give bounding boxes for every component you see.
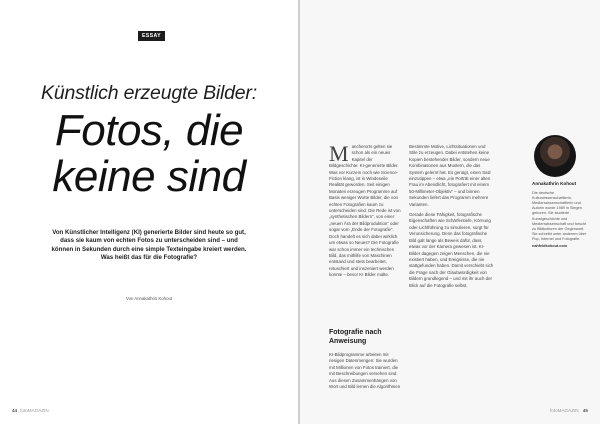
author-bio: Die deutsche Kulturwissenschaftlerin, Medienwissenschaftlerin und Autorin wurde 1989 in Siegen geboren. Sie studierte Kunstgeschichte und Medienwissenschaft und forscht zu Bildkulturen der Gegenwart. Sie schreibt unter anderem über Pop, Internet und Fotografie. xyxy=(532,190,587,242)
left-page xyxy=(0,0,298,424)
left-page-number: 44 xyxy=(12,408,18,413)
author-name: Annakathrin Kohout xyxy=(532,181,577,186)
paragraph-text: Doch handelt es sich dabei wirklich um etwas so Neues? Die Fotografie war schon immer ein technisches Bild, das mithilfe von Maschinen entstand und stets bearbeitet, retuschiert und inszeniert werden konnte – bevor KI Bilder malte. xyxy=(329,233,399,278)
left-folio-label: fotoMAGAZIN xyxy=(20,408,49,413)
article-kicker: Künstlich erzeugte Bilder: xyxy=(41,82,257,104)
author-sidebar xyxy=(532,135,587,249)
body-paragraph: Gerade diese Fähigkeit, fotografische Eigenschaften wie Schärfentiefe, Körnung oder Lichtführung zu simulieren, sorgt für Verunsicherung. Denn das fotografische Bild galt lange als Beweis dafür, dass etwas vor der Kamera gewesen ist. KI-Bilder dagegen zeigen Menschen, die nie existiert haben, und Ereignisse, die nie stattgefunden haben. Damit verschiebt sich die Frage nach der Glaubwürdigkeit von Bildern grundlegend – und mit ihr auch der Blick auf die Fotografie selbst. xyxy=(409,212,494,288)
right-folio xyxy=(550,408,588,413)
body-column-2 xyxy=(409,144,494,289)
headline-line-1: Fotos, die xyxy=(54,106,244,155)
headline-line-2: keine sind xyxy=(52,152,246,201)
body-paragraph: Bestimmte Motive, Lichtsituationen und Stile zu erzeugen. Dabei entstehen keine Kopien bestehender Bilder, sondern neue Kombinationen aus Mustern, die das System gelernt hat. Es genügt, einen Satz einzutippen – etwa „ein Porträt einer alten Frau im Abendlicht, fotografiert mit einem 50-Millimeter-Objektiv“ – und binnen Sekunden liefert das Programm mehrere Varianten. xyxy=(409,144,492,207)
author-contact: nahfeldkohout.com xyxy=(532,243,568,248)
paragraph-text: ancherorts gelten sie schon als ein neues Kapitel der Bildgeschichte: KI-generierte Bilder. Was vor Kurzem noch wie Science-Fiction klang, ist in Windeseile Realität geworden. Seit einigen Monaten erzeugen Programme auf Basis weniger Worte Bilder, die von echten Fotografien kaum zu unterscheiden sind. Die Rede ist von „synthetischen Bildern“, von einer „neuen Ära der Bildproduktion“ oder sogar vom „Ende der Fotografie“. xyxy=(329,144,401,233)
article-byline: Von Annakathrin Kohout xyxy=(125,296,173,301)
section-tag: ESSAY xyxy=(138,31,165,41)
body-paragraph: KI-Bildprogramme arbeiten mit riesigen Datenmengen: Sie wurden mit Millionen von Fotos trainiert, die mit Beschreibungen versehen sind. Aus diesen Zusammenhängen von Wort und Bild lernen die Algorithmen xyxy=(329,352,401,390)
body-paragraph xyxy=(329,234,401,279)
article-headline xyxy=(0,108,298,200)
article-subheading: Fotografie nach Anweisung xyxy=(329,329,382,345)
author-portrait xyxy=(534,135,576,177)
body-paragraph xyxy=(329,141,401,234)
drop-cap: M xyxy=(329,141,349,166)
left-folio xyxy=(12,408,49,413)
body-column-1 xyxy=(329,141,401,279)
right-page-number: 45 xyxy=(582,408,588,413)
right-folio-label: fotoMAGAZIN xyxy=(550,408,579,413)
body-column-1-continued xyxy=(329,352,401,390)
article-lede: Von Künstlicher Intelligenz (KI) generierte Bilder sind heute so gut, dass sie kaum von echten Fotos zu unterscheiden sind – und können in Sekunden durch eine simple Texteingabe kreiert werden. Was heißt das für die Fotografie? xyxy=(51,229,247,262)
